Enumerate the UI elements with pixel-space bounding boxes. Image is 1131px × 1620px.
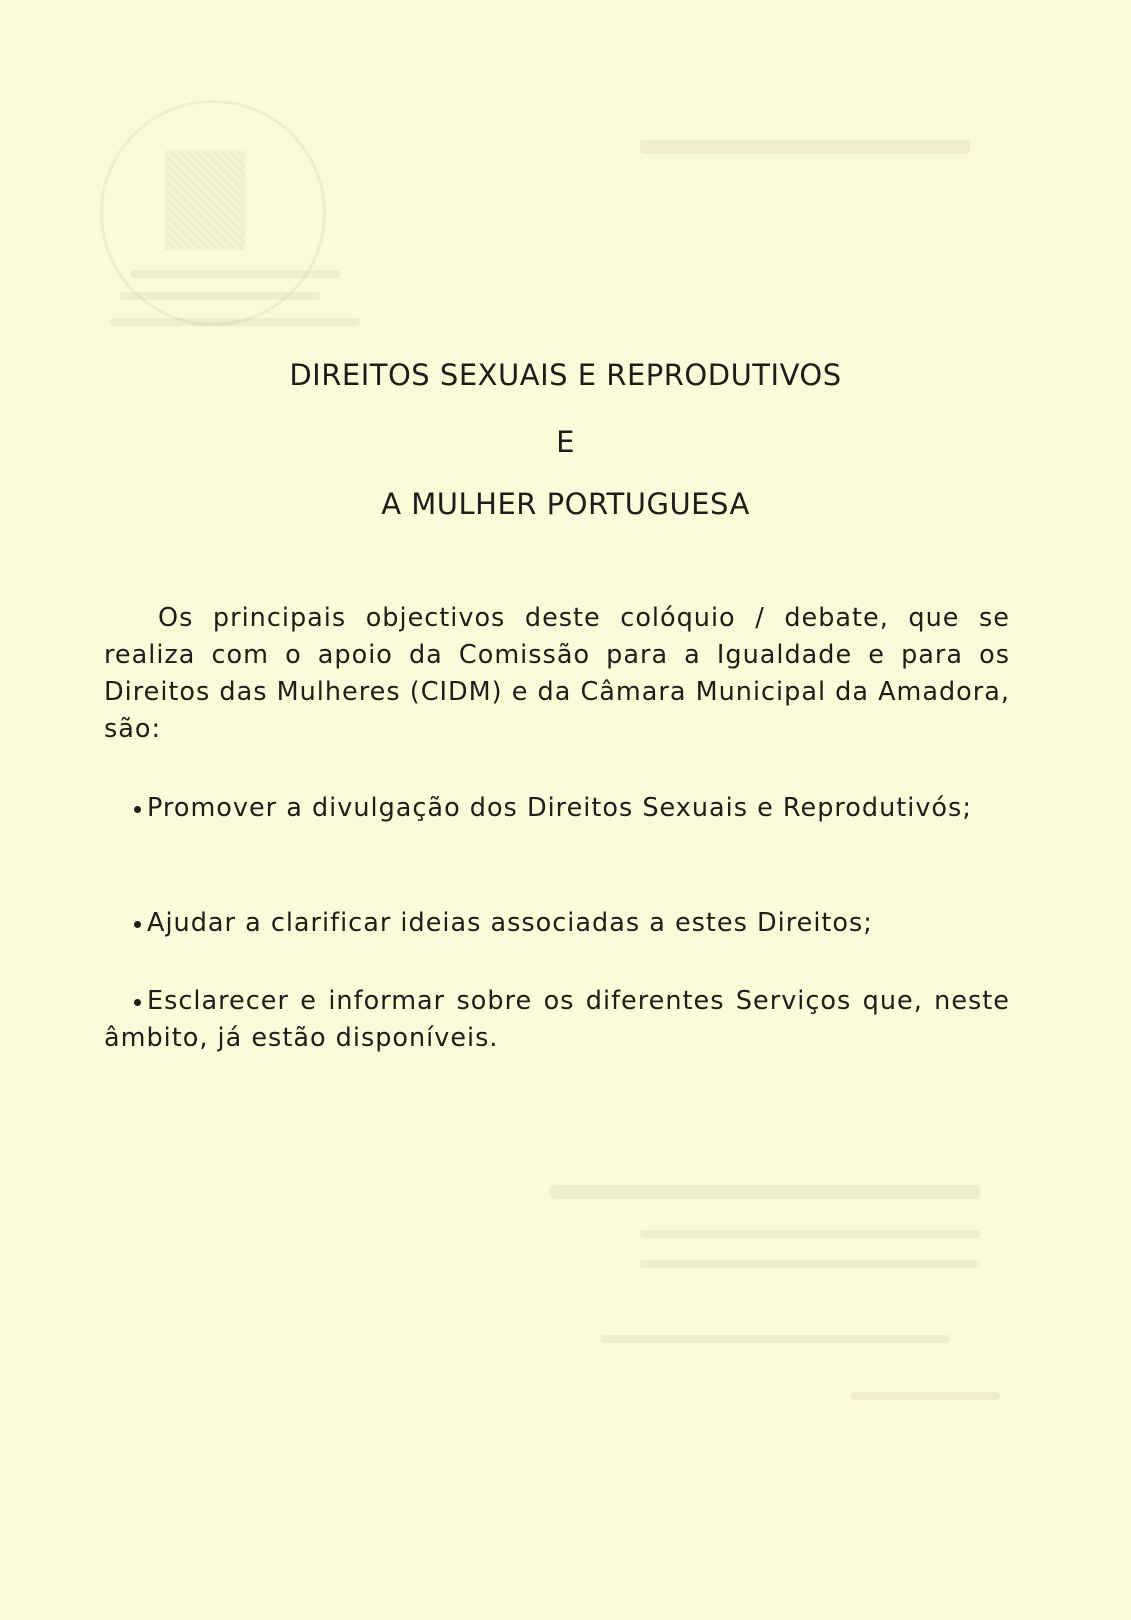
bleed-through-line [850, 1392, 1000, 1400]
bullet-icon [134, 806, 141, 813]
objective-item [104, 983, 1010, 1057]
objective-item [104, 905, 1010, 942]
bleed-through-line [110, 318, 360, 326]
bleed-through-line [550, 1185, 980, 1199]
bleed-through-line [130, 270, 340, 278]
objective-text: Esclarecer e informar sobre os diferentes Serviços que, neste âmbito, já estão disponíveis. [104, 986, 1010, 1053]
bleed-through-seal [100, 100, 326, 326]
document-title-line-3: A MULHER PORTUGUESA [381, 487, 750, 521]
document-title-line-2: E [556, 425, 575, 459]
objective-text: Ajudar a clarificar ideias associadas a estes Direitos; [147, 908, 873, 938]
document-title-line-1: DIREITOS SEXUAIS E REPRODUTIVOS [289, 358, 842, 392]
bleed-through-line [640, 140, 970, 154]
bleed-through-line [640, 1230, 980, 1238]
objective-item [104, 790, 1010, 827]
objective-text: Promover a divulgação dos Direitos Sexuais e Reprodutivós; [147, 793, 972, 823]
intro-paragraph: Os principais objectivos deste colóquio / debate, que se realiza com o apoio da Comissão para a Igualdade e para os Direitos das Mulheres (CIDM) e da Câmara Municipal da Amadora, são: [104, 603, 1010, 744]
bleed-through-line [120, 292, 320, 300]
bleed-through-line [600, 1335, 950, 1343]
bullet-icon [134, 999, 141, 1006]
bullet-icon [134, 921, 141, 928]
bleed-through-emblem [165, 150, 245, 250]
bleed-through-line [640, 1260, 980, 1268]
